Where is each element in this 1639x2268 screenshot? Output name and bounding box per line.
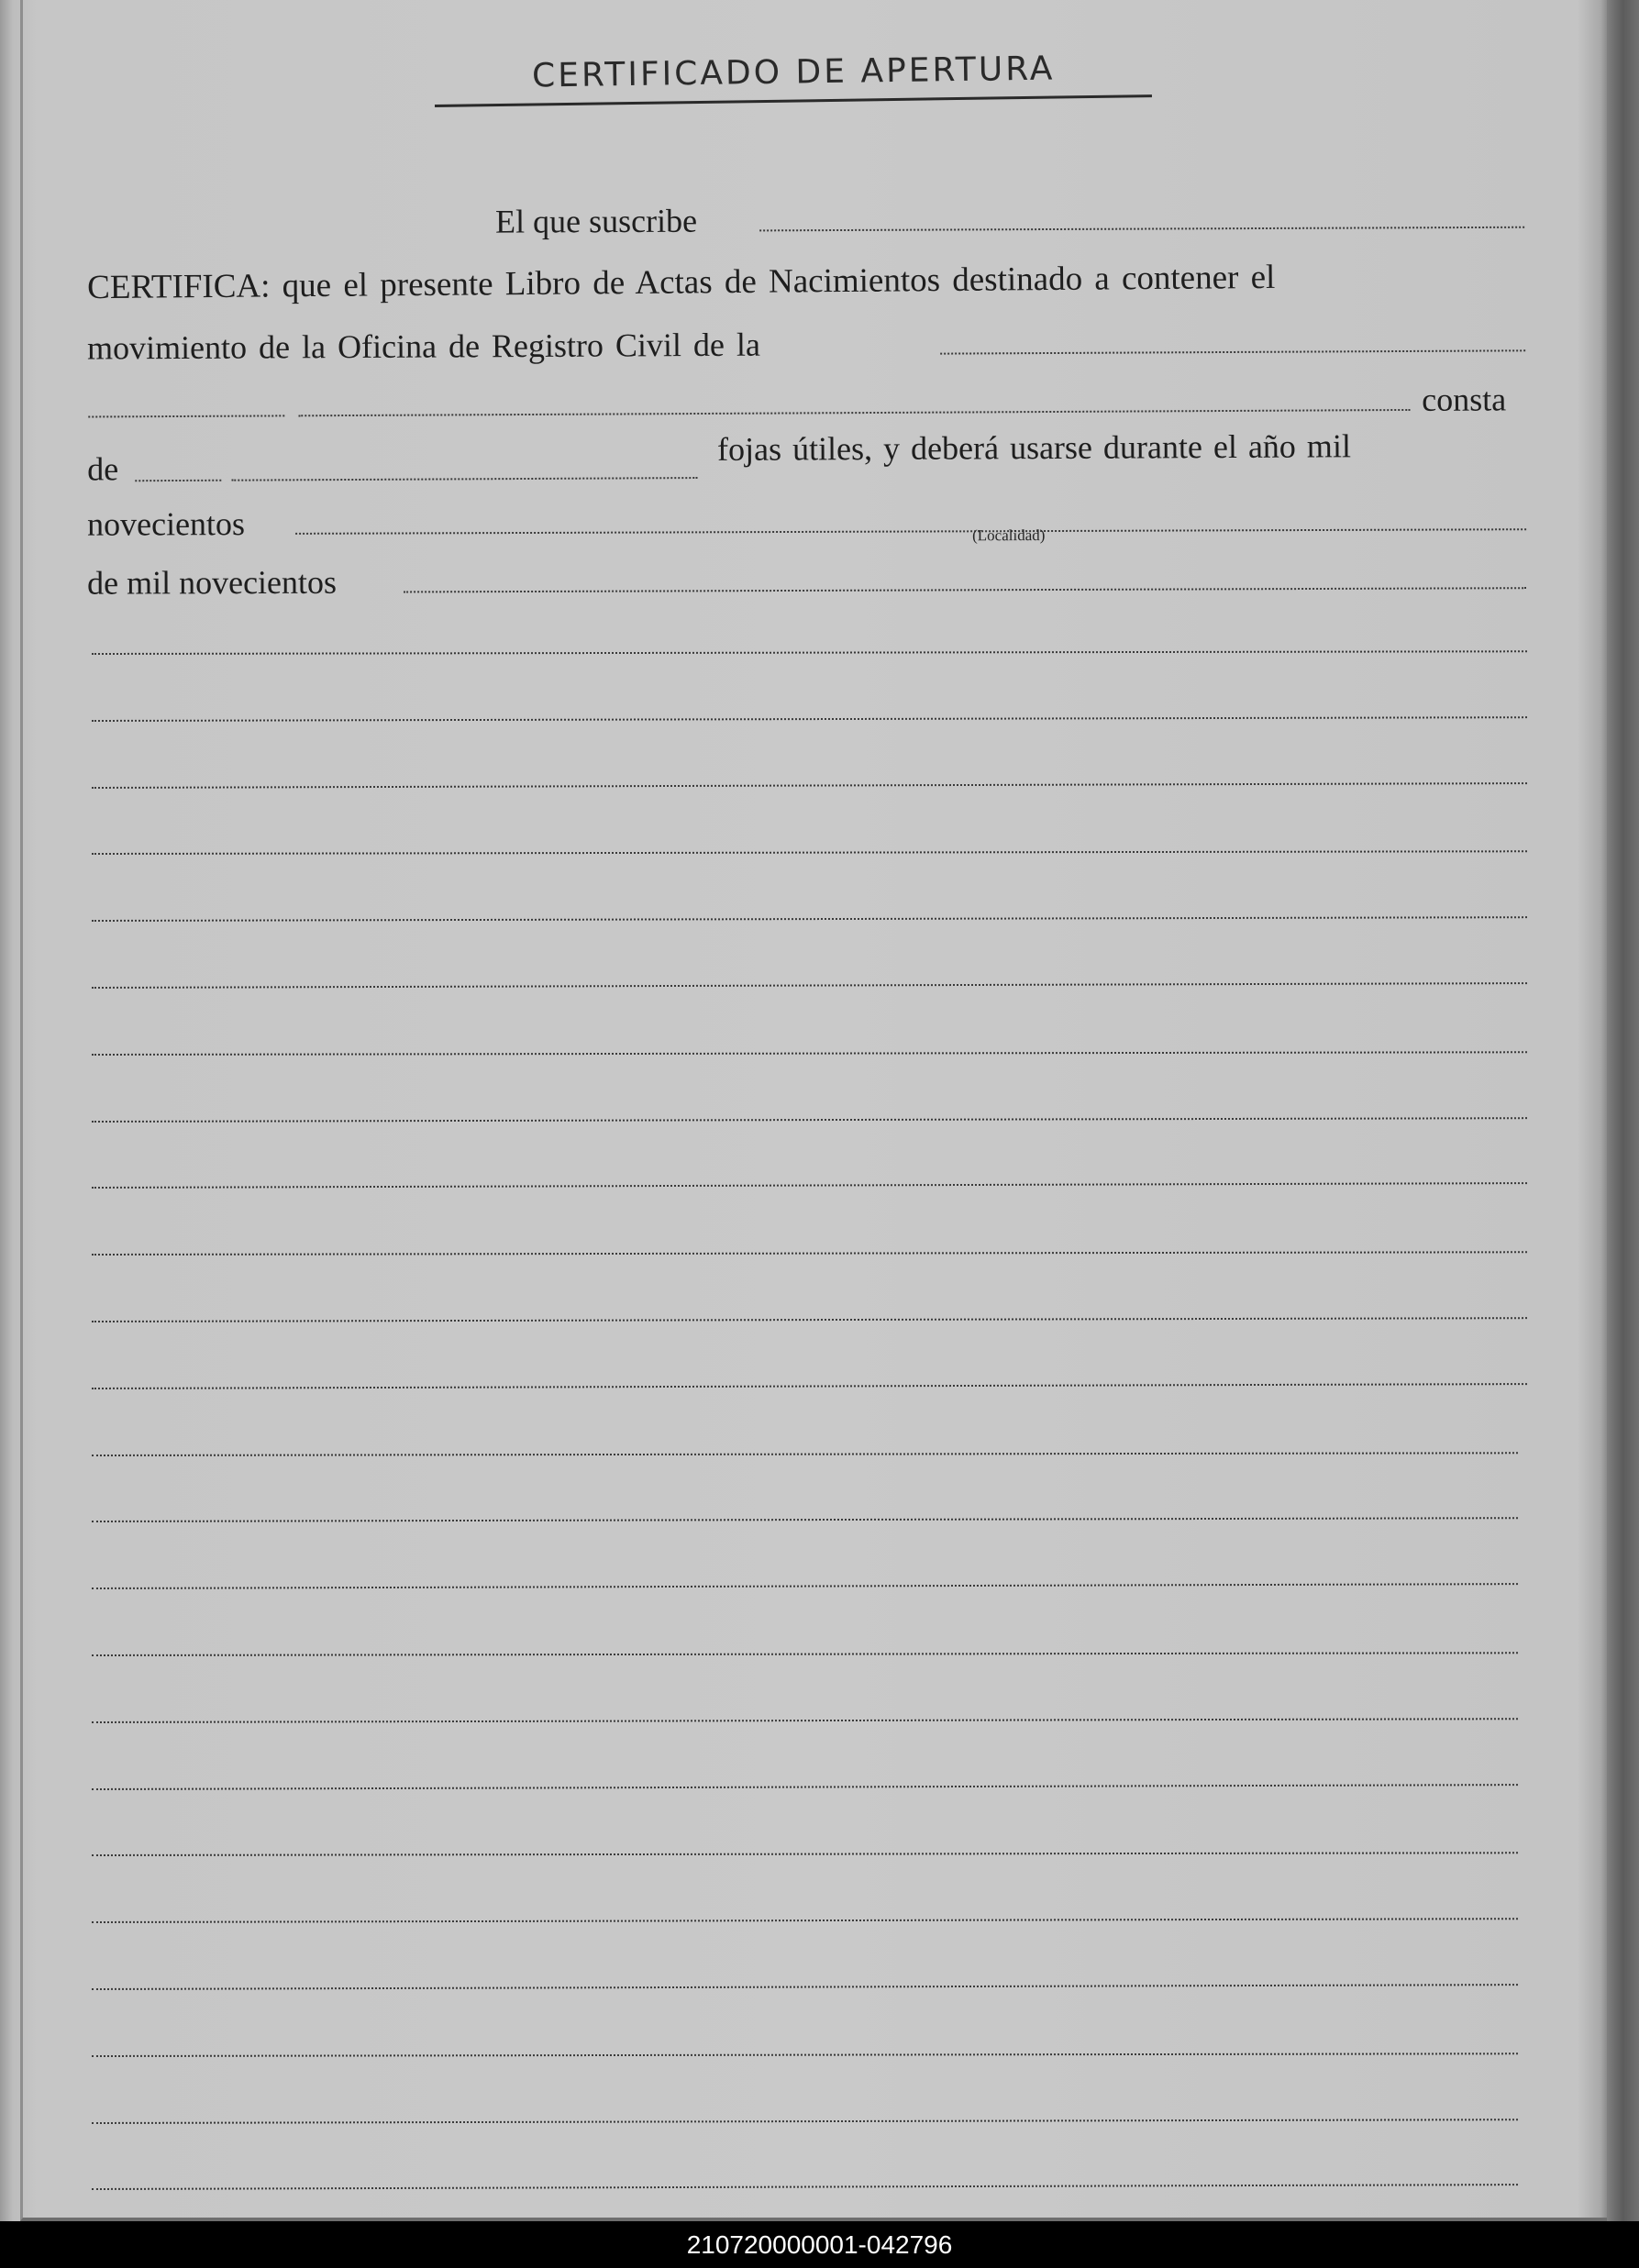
oficina-fill-line [940, 349, 1525, 354]
fojas-text: fojas útiles, y deberá usarse durante el año mil [717, 427, 1351, 468]
line-el-que-suscribe [0, 196, 1639, 259]
certifica-text: CERTIFICA: que el presente Libro de Actas de Nacimientos destinado a contener el [87, 258, 1276, 307]
localidad-hint: (Localidad) [972, 526, 1046, 545]
localidad-fill-line-b [298, 409, 1410, 416]
localidad-fill-line-a [88, 415, 284, 417]
year-fill-line [295, 528, 1526, 535]
footer-bar [0, 2221, 1639, 2268]
line-fojas [0, 423, 1639, 486]
certificate-title: CERTIFICADO DE APERTURA [531, 50, 1056, 95]
novecientos-label: novecientos [86, 505, 246, 543]
line-de-mil-novecientos [0, 559, 1639, 620]
document-code: 210720000001-042796 [686, 2230, 953, 2259]
line-consta [0, 360, 1639, 424]
fojas-words-fill [231, 477, 697, 481]
de-mil-novecientos-label: de mil novecientos [86, 563, 338, 602]
book-spine-edge [1607, 0, 1639, 2221]
line-novecientos [0, 501, 1639, 561]
second-year-fill-line [404, 587, 1526, 592]
el-que-suscribe-label: El que suscribe [495, 202, 698, 240]
consta-text: consta [1422, 381, 1507, 418]
fojas-number-fill [135, 480, 221, 481]
movimiento-text: movimiento de la Oficina de Registro Civil de la [87, 326, 761, 367]
de-label: de [87, 450, 119, 488]
suscribe-fill-line [759, 227, 1524, 232]
